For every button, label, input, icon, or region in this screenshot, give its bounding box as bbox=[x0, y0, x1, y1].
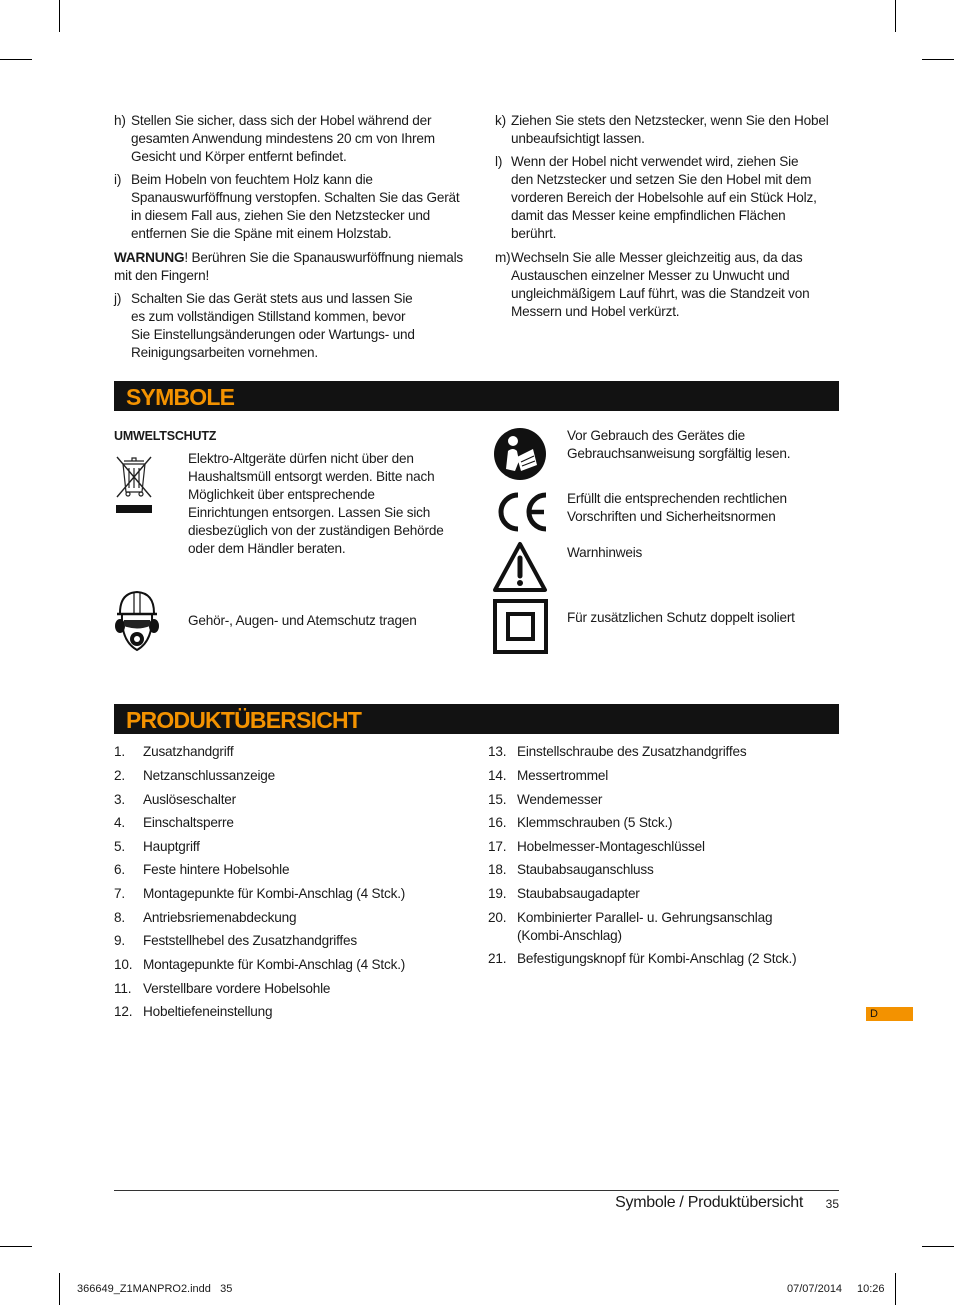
warning-paragraph bbox=[114, 249, 468, 285]
item-text: Schalten Sie das Gerät stets aus und lassen Sie es zum vollständigen Stillstand kommen, bevor Sie Einstellungsänderungen oder Wartungs- und Reinigungsarbeiten vornehmen. bbox=[131, 291, 415, 360]
crop-mark bbox=[895, 0, 896, 32]
item-text: Feststellhebel des Zusatzhandgriffes bbox=[143, 933, 357, 948]
item-text: Montagepunkte für Kombi-Anschlag (4 Stck.) bbox=[143, 957, 406, 972]
ppe-head-icon bbox=[112, 589, 162, 653]
item-number: 8. bbox=[114, 910, 125, 925]
section-title: SYMBOLE bbox=[126, 384, 235, 410]
item-number: 6. bbox=[114, 862, 125, 877]
item-text: Hauptgriff bbox=[143, 839, 200, 854]
safety-item-m bbox=[495, 249, 835, 321]
item-number: 9. bbox=[114, 933, 125, 948]
warning-label: WARNUNG bbox=[114, 250, 185, 265]
item-label: k) bbox=[495, 113, 506, 128]
item-number: 2. bbox=[114, 768, 125, 783]
section-bar-symbole bbox=[114, 381, 839, 411]
item-text: Zusatzhandgriff bbox=[143, 744, 234, 759]
item-number: 4. bbox=[114, 815, 125, 830]
item-text: Klemmschrauben (5 Stck.) bbox=[517, 815, 673, 830]
ppe-text: Gehör-, Augen- und Atemschutz tragen bbox=[188, 613, 417, 628]
print-slug-file: 366649_Z1MANPRO2.indd 35 bbox=[77, 1283, 233, 1295]
crop-mark bbox=[59, 0, 60, 32]
item-number: 18. bbox=[488, 862, 507, 877]
item-number: 11. bbox=[114, 981, 132, 996]
item-text: Kombinierter Parallel- u. Gehrungsanschlag (Kombi-Anschlag) bbox=[517, 910, 773, 943]
item-number: 12. bbox=[114, 1004, 133, 1019]
item-text: Staubabsauganschluss bbox=[517, 862, 654, 877]
item-number: 10. bbox=[114, 957, 133, 972]
item-text: Hobeltiefeneinstellung bbox=[143, 1004, 273, 1019]
crop-mark bbox=[0, 1246, 32, 1247]
weee-text: Elektro-Altgeräte dürfen nicht über den Haushaltsmüll entsorgt werden. Bitte nach Möglichkeit über entsprechende Einrichtungen entsorgen. Lassen Sie sich diesbezüglich von der zuständigen Behörde oder dem Händler beraten. bbox=[188, 451, 444, 556]
item-label: i) bbox=[114, 172, 122, 187]
crop-mark bbox=[0, 59, 32, 60]
item-number: 16. bbox=[488, 815, 507, 830]
item-number: 3. bbox=[114, 792, 125, 807]
safety-item-h bbox=[114, 112, 464, 166]
manual-text: Vor Gebrauch des Gerätes die Gebrauchsanweisung sorgfältig lesen. bbox=[567, 428, 791, 461]
safety-item-j bbox=[114, 290, 464, 362]
item-text: Feste hintere Hobelsohle bbox=[143, 862, 290, 877]
language-tab bbox=[866, 1007, 913, 1021]
item-text: Montagepunkte für Kombi-Anschlag (4 Stck.) bbox=[143, 886, 406, 901]
item-text: Ziehen Sie stets den Netzstecker, wenn Sie den Hobel unbeaufsichtigt lassen. bbox=[511, 113, 829, 146]
item-text: Messertrommel bbox=[517, 768, 609, 783]
item-text: Einstellschraube des Zusatzhandgriffes bbox=[517, 744, 747, 759]
section-bar-produktuebersicht bbox=[114, 704, 839, 734]
item-number: 1. bbox=[114, 744, 125, 759]
item-number: 19. bbox=[488, 886, 507, 901]
warning-text: ! Berühren Sie die Spanauswurföffnung niemals mit den Fingern! bbox=[114, 250, 464, 283]
weee-bin-icon bbox=[112, 451, 156, 515]
safety-item-l bbox=[495, 153, 835, 243]
item-number: 14. bbox=[488, 768, 507, 783]
footer-section-title: Symbole / Produktübersicht bbox=[615, 1194, 803, 1211]
env-heading: UMWELTSCHUTZ bbox=[114, 429, 217, 443]
item-text: Staubabsaugadapter bbox=[517, 886, 640, 901]
item-label: l) bbox=[495, 154, 503, 169]
item-number: 17. bbox=[488, 839, 507, 854]
ce-text: Erfüllt die entsprechenden rechtlichen Vorschriften und Sicherheitsnormen bbox=[567, 491, 787, 524]
read-manual-icon bbox=[493, 427, 547, 481]
print-slug-time: 10:26 bbox=[857, 1283, 885, 1295]
item-label: m) bbox=[495, 250, 511, 265]
item-text: Antriebsriemenabdeckung bbox=[143, 910, 297, 925]
print-slug-date: 07/07/2014 bbox=[787, 1283, 843, 1295]
footer-rule bbox=[114, 1190, 839, 1191]
item-number: 7. bbox=[114, 886, 125, 901]
item-label: h) bbox=[114, 113, 126, 128]
item-text: Wechseln Sie alle Messer gleichzeitig aus, da das Austauschen einzelner Messer zu Unwucht und ungleichmäßigem Lauf führt, was die Standzeit von Messern und Hobel verkürzt. bbox=[511, 250, 810, 319]
item-text: Einschaltsperre bbox=[143, 815, 234, 830]
item-text: Beim Hobeln von feuchtem Holz kann die Spanauswurföffnung verstopfen. Schalten Sie das Gerät in diesem Fall aus, ziehen Sie den Netzstecker und entfernen Sie die Späne mit einem Holzstab. bbox=[131, 172, 460, 241]
crop-mark bbox=[922, 1246, 954, 1247]
crop-mark bbox=[922, 59, 954, 60]
item-text: Stellen Sie sicher, dass sich der Hobel während der gesamten Anwendung mindestens 20 cm von Ihrem Gesicht und Körper entfernt befindet. bbox=[131, 113, 435, 164]
safety-item-k bbox=[495, 112, 835, 148]
warning-symbol-text: Warnhinweis bbox=[567, 545, 643, 560]
item-text: Netzanschlussanzeige bbox=[143, 768, 276, 783]
safety-item-i bbox=[114, 171, 464, 243]
item-text: Wendemesser bbox=[517, 792, 603, 807]
double-insulation-icon bbox=[493, 599, 549, 655]
warning-triangle-icon bbox=[492, 541, 548, 593]
item-label: j) bbox=[114, 291, 122, 306]
item-text: Befestigungsknopf für Kombi-Anschlag (2 Stck.) bbox=[517, 951, 797, 966]
item-text: Verstellbare vordere Hobelsohle bbox=[143, 981, 331, 996]
page-number: 35 bbox=[825, 1197, 839, 1211]
crop-mark bbox=[59, 1273, 60, 1305]
ce-mark-icon bbox=[494, 491, 550, 533]
language-tab-label: D bbox=[870, 1008, 878, 1020]
item-text: Wenn der Hobel nicht verwendet wird, ziehen Sie den Netzstecker und setzen Sie den Hobel mit dem vorderen Bereich der Hobelsohle auf ein Stück Holz, damit das Messer keine empfindlichen Flächen berührt. bbox=[511, 154, 817, 241]
item-number: 21. bbox=[488, 951, 507, 966]
item-number: 15. bbox=[488, 792, 507, 807]
item-number: 5. bbox=[114, 839, 125, 854]
double-insulated-text: Für zusätzlichen Schutz doppelt isoliert bbox=[567, 610, 795, 625]
item-text: Auslöseschalter bbox=[143, 792, 236, 807]
item-number: 20. bbox=[488, 910, 507, 925]
item-text: Hobelmesser-Montageschlüssel bbox=[517, 839, 705, 854]
crop-mark bbox=[895, 1273, 896, 1305]
section-title: PRODUKTÜBERSICHT bbox=[126, 707, 362, 733]
item-number: 13. bbox=[488, 744, 507, 759]
